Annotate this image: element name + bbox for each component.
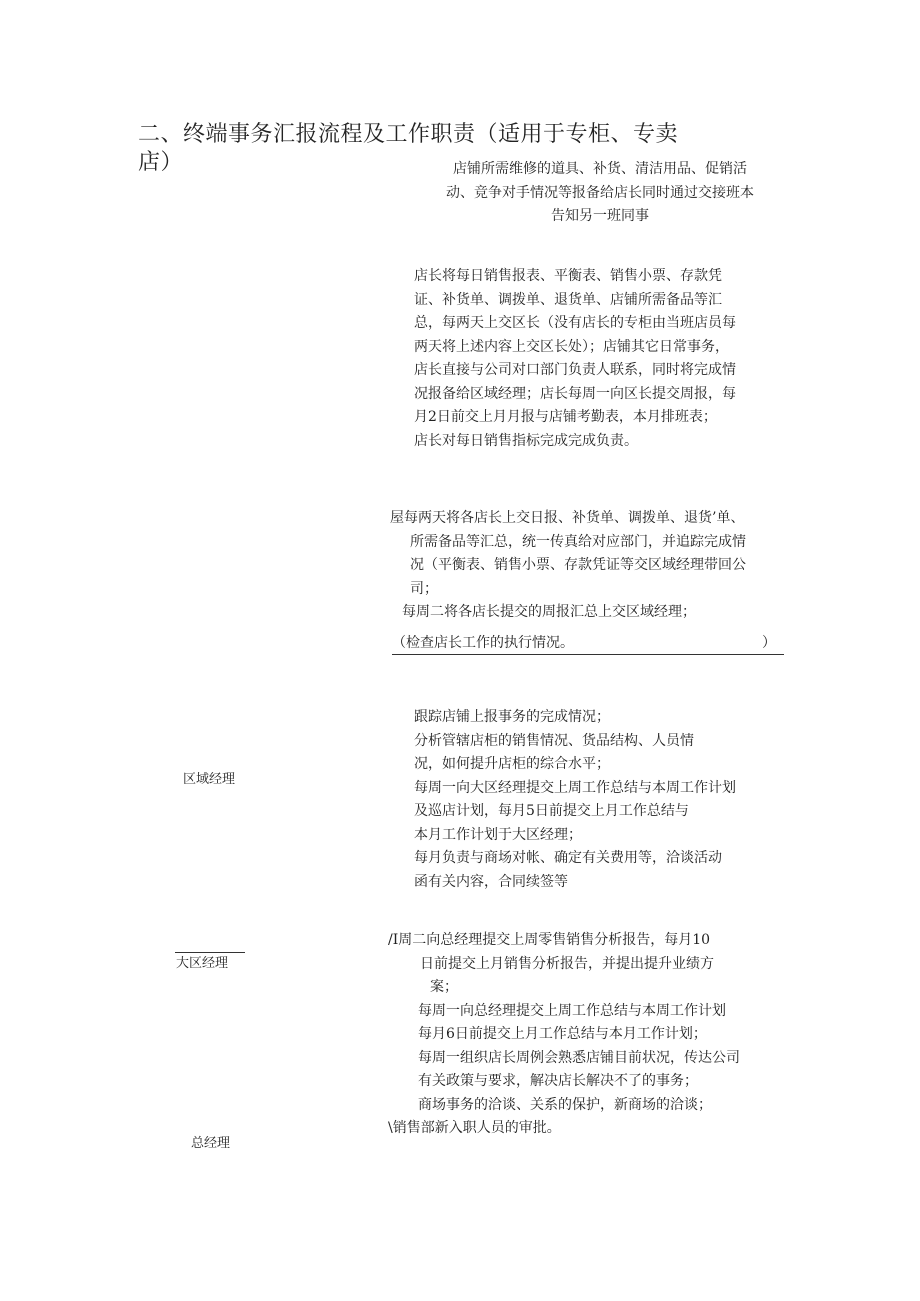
text-line: 每周一向大区经理提交上周工作总结与本周工作计划 <box>414 779 736 796</box>
text-line: 动、竞争对手情况等报备给店长同时通过交接班本 <box>446 184 754 201</box>
text-line: 月2日前交上月月报与店铺考勤表，本月排班表； <box>414 409 717 425</box>
title-line: 店） <box>138 150 184 175</box>
text-line: 店长将每日销售报表、平衡表、销售小票、存款凭 <box>414 268 722 284</box>
text-line: 每月6日前提交上月工作总结与本月工作计划； <box>418 1026 707 1042</box>
text-line: 告知另一班同事 <box>551 208 649 224</box>
area-manager-duties-block <box>414 706 736 894</box>
text-line: 司； <box>410 580 438 597</box>
text-line: 每月负责与商场对帐、确定有关费用等，洽谈活动 <box>414 850 722 866</box>
text-line: 日前提交上月销售分析报告，并提出提升业绩方 <box>420 955 714 972</box>
check-execution-line <box>392 632 784 655</box>
role-general-manager: 总经理 <box>191 1136 231 1151</box>
text-line: 跟踪店铺上报事务的完成情况； <box>414 709 610 725</box>
text-line: 本月工作计划于大区经理； <box>414 826 582 843</box>
role-area-manager: 区域经理 <box>183 772 236 787</box>
text-line: \销售部新入职人员的审批。 <box>388 1120 561 1136</box>
closing-paren: ） <box>762 635 776 651</box>
text-line: 每周一向总经理提交上周工作总结与本周工作计划 <box>418 1002 726 1019</box>
text-line: 屋每两天将各店长上交日报、补货单、调拨单、退货’单、 <box>390 510 745 526</box>
text-line: 函有关内容，合同续签等 <box>414 873 568 890</box>
text-line: 商场事务的洽谈、关系的保护，新商场的洽谈； <box>418 1096 712 1113</box>
role-regional-manager: 大区经理 <box>176 956 229 971</box>
text-line: 店长直接与公司对口部门负责人联系，同时将完成情 <box>414 362 736 378</box>
text-line: /I周二向总经理提交上周零售销售分析报告，每月10 <box>388 932 711 948</box>
store-staff-duties-block <box>424 158 776 229</box>
text-line: 店长对每日销售指标完成完成负责。 <box>414 432 638 449</box>
district-head-duties-block <box>390 507 746 625</box>
text-line: 每周一组织店长周例会熟悉店铺目前状况，传达公司 <box>418 1049 740 1066</box>
text-line: 分析管辖店柜的销售情况、货品结构、人员情 <box>414 732 694 749</box>
text-line: 证、补货单、调拨单、退货单、店铺所需备品等汇 <box>414 291 722 308</box>
regional-manager-duties-block <box>388 929 740 1141</box>
text-line: 两天将上述内容上交区长处）；店铺其它日常事务， <box>414 338 729 355</box>
text-line: 及巡店计划，每月5日前提交上月工作总结与 <box>414 803 689 819</box>
text-line: 况（平衡表、销售小票、存款凭证等交区域经理带回公 <box>410 557 746 573</box>
text-line: 况报备给区域经理；店长每周一向区长提交周报，每 <box>414 385 736 402</box>
text-line: 所需备品等汇总，统一传真给对应部门，并追踪完成情 <box>410 533 746 550</box>
text-line: 店铺所需维修的道具、补货、清洁用品、促销活 <box>453 161 747 177</box>
store-manager-duties-block <box>414 265 736 453</box>
text-line: 况，如何提升店柜的综合水平； <box>414 756 610 772</box>
role-divider-line <box>175 952 245 953</box>
check-execution-text: （检查店长工作的执行情况。 <box>392 635 574 651</box>
title-line: 二、终端事务汇报流程及工作职责（适用于专柜、专卖 <box>138 122 679 147</box>
text-line: 每周二将各店长提交的周报汇总上交区域经理； <box>402 604 696 620</box>
text-line: 总，每两天上交区长（没有店长的专柜由当班店员每 <box>414 315 736 331</box>
text-line: 案； <box>430 979 458 995</box>
text-line: 有关政策与要求，解决店长解决不了的事务； <box>418 1073 698 1089</box>
